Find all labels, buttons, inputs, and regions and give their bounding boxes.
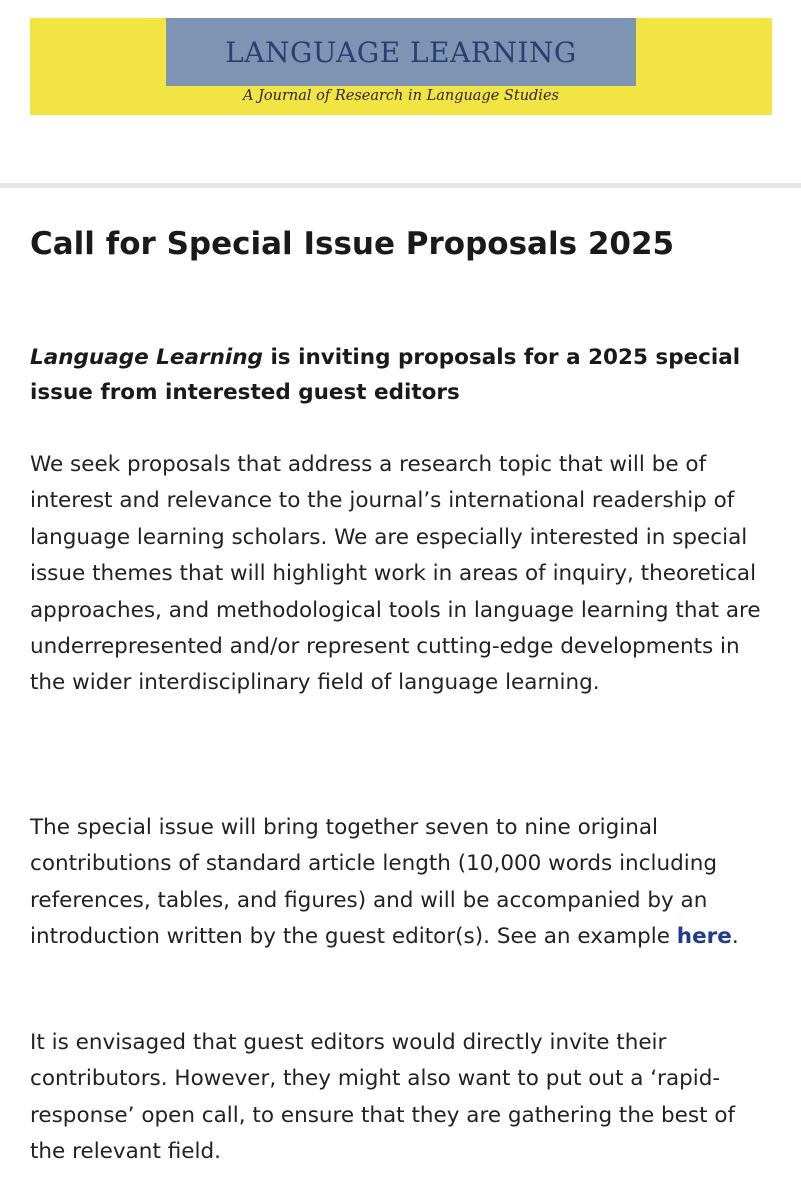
journal-banner xyxy=(30,18,772,115)
example-here-link[interactable]: here xyxy=(676,924,732,950)
paragraph-special-issue-text: The special issue will bring together seven to nine original contributions of standard article length (10,000 words including references, tables, and figures) and will be accompanied by an introduction written by the guest editor(s). See an example xyxy=(30,815,717,950)
journal-subtitle: A Journal of Research in Language Studies xyxy=(243,88,559,104)
paragraph-special-issue xyxy=(30,810,772,956)
paragraph-proposals: We seek proposals that address a research topic that will be of interest and relevance to the journal’s international readership of language learning scholars. We are especially interested in special issue themes that will highlight work in areas of inquiry, theoretical approaches, and methodological tools in language learning that are underrepresented and/or represent cutting-edge developments in the wider interdisciplinary field of language learning. xyxy=(30,452,761,696)
header-divider xyxy=(0,183,801,188)
journal-title: LANGUAGE LEARNING xyxy=(225,35,577,69)
paragraph-special-issue-end: . xyxy=(731,924,739,950)
banner-title-box xyxy=(166,18,636,86)
subheading-text: is inviting proposals for a 2025 special issue from interested guest editors xyxy=(30,345,741,405)
subheading-journal-name: Language Learning xyxy=(30,345,263,370)
page-title: Call for Special Issue Proposals 2025 xyxy=(30,226,675,262)
paragraph-guest-editors: It is envisaged that guest editors would directly invite their contributors. However, they might also want to put out a ‘rapid-response’ open call, to ensure that they are gathering the best of the relevant field. xyxy=(30,1030,736,1165)
article-subheading xyxy=(30,340,770,410)
